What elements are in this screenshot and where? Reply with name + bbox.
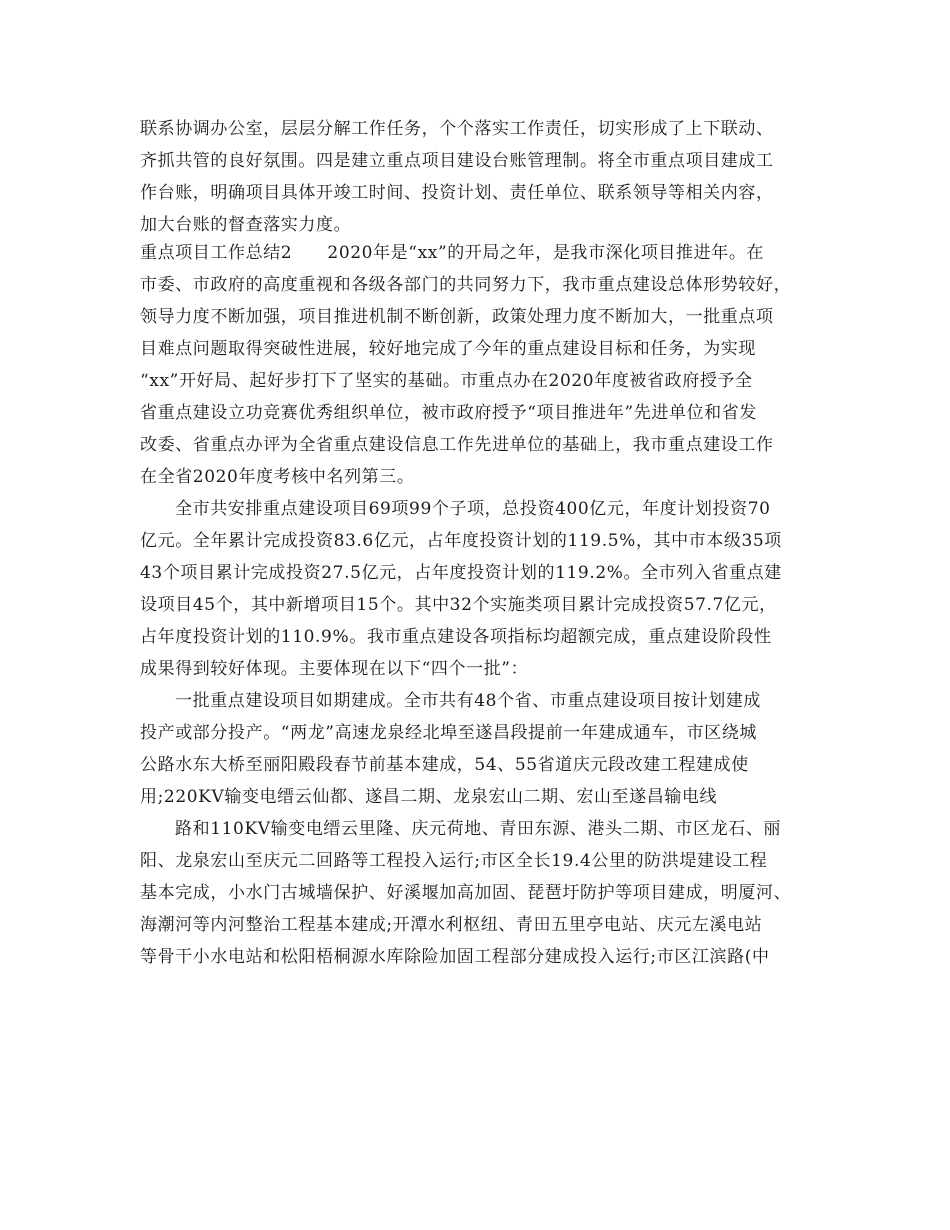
text-line: 齐抓共管的良好氛围。四是建立重点项目建设台账管理制。将全市重点项目建成工: [140, 151, 774, 171]
paragraph-start-line: 全市共安排重点建设项目69项99个子项，总投资400亿元，年度计划投资70: [175, 499, 771, 519]
text-line: “xx”开好局、起好步打下了坚实的基础。市重点办在2020年度被省政府授予全: [140, 371, 753, 391]
text-line: 基本完成，小水门古城墙保护、好溪堰加高加固、琵琶圩防护等项目建成，明厦河、: [140, 883, 792, 903]
text-line: 占年度投资计划的110.9%。我市重点建设各项指标均超额完成，重点建设阶段性: [140, 627, 772, 647]
text-line: 领导力度不断加强，项目推进机制不断创新，政策处理力度不断加大，一批重点项: [140, 307, 774, 327]
text-line: 用;220KV输变电缙云仙都、遂昌二期、龙泉宏山二期、宏山至遂昌输电线: [140, 787, 718, 807]
paragraph-start-line: 路和110KV输变电缙云里隆、庆元荷地、青田东源、港头二期、市区龙石、丽: [175, 819, 782, 839]
text-line: 省重点建设立功竞赛优秀组织单位，被市政府授予“项目推进年”先进单位和省发: [140, 403, 757, 423]
text-line: 43个项目累计完成投资27.5亿元，占年度投资计划的119.2%。全市列入省重点建: [140, 563, 782, 583]
text-line: 设项目45个，其中新增项目15个。其中32个实施类项目累计完成投资57.7亿元，: [140, 595, 777, 615]
text-line: 目难点问题取得突破性进展，较好地完成了今年的重点建设目标和任务，为实现: [140, 339, 756, 359]
text-line: 阳、龙泉宏山至庆元二回路等工程投入运行;市区全长19.4公里的防洪堤建设工程: [140, 851, 768, 871]
text-line: 在全省2020年度考核中名列第三。: [140, 467, 415, 487]
text-line: 海潮河等内河整治工程基本建成;开潭水利枢纽、青田五里亭电站、庆元左溪电站: [140, 915, 763, 935]
text-line: 投产或部分投产。“两龙”高速龙泉经北埠至遂昌段提前一年建成通车，市区绕城: [140, 723, 757, 743]
text-line: 亿元。全年累计完成投资83.6亿元，占年度投资计划的119.5%，其中市本级35项: [140, 531, 782, 551]
text-line: 联系协调办公室，层层分解工作任务，个个落实工作责任，切实形成了上下联动、: [140, 119, 774, 139]
text-line: 加大台账的督查落实力度。: [140, 215, 352, 235]
paragraph-start-line: 一批重点建设项目如期建成。全市共有48个省、市重点建设项目按计划建成: [175, 691, 762, 711]
text-line: 改委、省重点办评为全省重点建设信息工作先进单位的基础上，我市重点建设工作: [140, 435, 774, 455]
text-line: 等骨干小水电站和松阳梧桐源水库除险加固工程部分建成投入运行;市区江滨路(中: [140, 947, 770, 967]
text-line: 作台账，明确项目具体开竣工时间、投资计划、责任单位、联系领导等相关内容，: [140, 183, 774, 203]
text-line: 市委、市政府的高度重视和各级各部门的共同努力下，我市重点建设总体形势较好，: [140, 275, 792, 295]
section-heading-line: 重点项目工作总结2 2020年是“xx”的开局之年，是我市深化项目推进年。在: [140, 243, 765, 263]
text-line: 成果得到较好体现。主要体现在以下“四个一批”：: [140, 659, 529, 679]
text-line: 公路水东大桥至丽阳殿段春节前基本建成，54、55省道庆元段改建工程建成使: [140, 755, 749, 775]
